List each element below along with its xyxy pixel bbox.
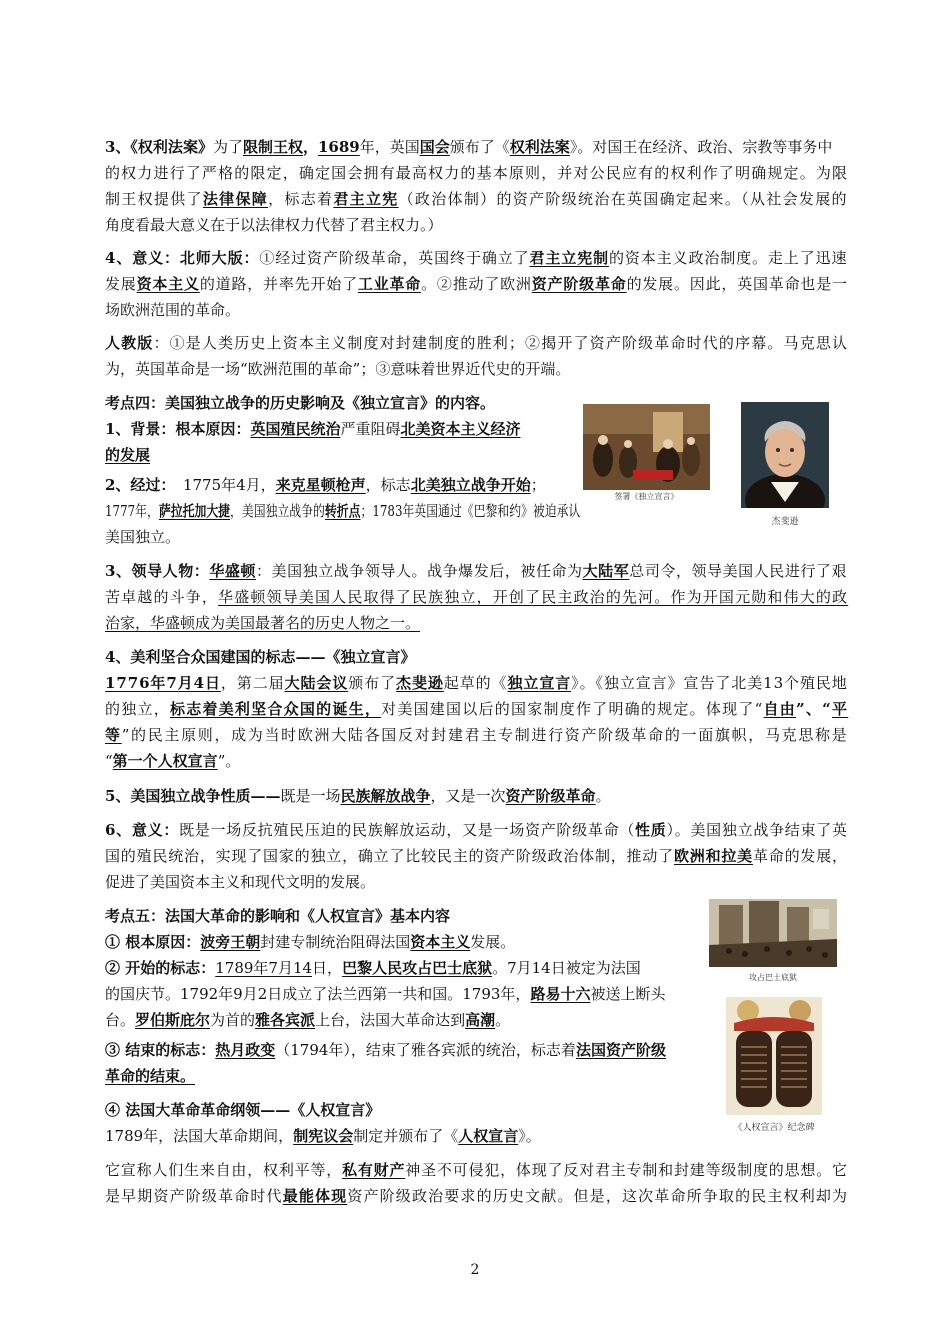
text-run: 为首的	[210, 1011, 256, 1029]
text-run: 国会	[419, 138, 450, 156]
text-run: “	[105, 752, 113, 770]
text-run: 苦卓越的斗争，	[105, 588, 219, 606]
bastille-image	[709, 899, 837, 967]
jefferson-caption: 杰斐逊	[771, 517, 799, 527]
text-run: 发展。	[470, 933, 516, 951]
text-run: 》。对国王在经济、政治、宗教等事务中	[569, 138, 833, 156]
text-run: 。	[595, 787, 611, 805]
text-run: 发展	[105, 275, 137, 293]
text-run: 1777年，	[105, 502, 159, 520]
text-run: 年，英国	[359, 138, 420, 156]
text-run: 为了	[212, 138, 243, 156]
text-run: 巴黎人民攻占巴士底狱	[342, 959, 493, 977]
text-run: 上台，法国大革命达到	[315, 1011, 466, 1029]
text-line	[105, 245, 847, 271]
text-run: 》。	[518, 1127, 541, 1145]
text-line	[105, 558, 847, 584]
text-run: 考点五：法国大革命的影响和《人权宣言》基本内容	[105, 907, 451, 925]
text-run: 路易十六	[530, 985, 591, 1003]
text-run: 颁布了	[348, 674, 397, 692]
text-run: 性质	[635, 821, 667, 839]
text-run: ：①是人类历史上资本主义制度对封建制度的胜利；②揭开了资产阶级革命时代的序幕。马克思认	[153, 334, 849, 352]
text-run: 欧洲和拉美	[673, 847, 753, 865]
text-run: 民族解放战争	[340, 787, 431, 805]
text-run: 既是一场	[280, 787, 341, 805]
text-run: 革命的发展，	[753, 847, 848, 865]
text-run: 的资本主义政治制度。走上了迅速	[608, 249, 848, 267]
text-run: 最能体现	[282, 1187, 348, 1205]
text-line	[105, 160, 848, 186]
text-run: 标志着美利坚合众国的诞生，	[169, 700, 382, 718]
text-line	[105, 722, 848, 748]
text-run: 2、经过：	[105, 476, 168, 494]
text-line	[105, 271, 848, 297]
text-line	[105, 297, 240, 323]
text-run: 制王权提供了	[105, 190, 203, 208]
text-run: 是早期资产阶级革命时代	[105, 1187, 283, 1205]
text-line	[105, 584, 848, 610]
text-run: 的发展	[105, 446, 151, 464]
text-run: ① 根本原因：	[105, 933, 201, 951]
text-run: ）。美国独立战争结束了英	[666, 821, 848, 839]
text-run: 。	[495, 1011, 511, 1029]
text-run: 资产阶级革命	[531, 275, 627, 293]
text-line	[105, 442, 150, 468]
text-run: 罗伯斯庇尔	[135, 1011, 211, 1029]
text-run: 华盛顿	[209, 562, 256, 580]
text-line	[105, 390, 495, 416]
text-run: 的道路，并率先开始了	[199, 275, 358, 293]
text-run: 1、背景：根本原因：	[105, 420, 251, 438]
text-run: 台。	[105, 1011, 136, 1029]
text-run: ④ 法国大革命革命纲领——《人权宣言》	[105, 1101, 381, 1119]
text-run: 君主立宪	[333, 190, 399, 208]
text-line	[105, 472, 546, 498]
text-run: ，又是一次	[430, 787, 506, 805]
text-run: 5、美国独立战争性质——	[105, 787, 281, 805]
text-run: 4、美利坚合众国建国的标志——《独立宣言》	[105, 648, 416, 666]
text-line	[105, 955, 641, 981]
text-run: 国的殖民统治，实现了国家的独立，确立了比较民主的资产阶级政治体制，推动了	[105, 847, 674, 865]
text-run: 权利法案	[509, 138, 570, 156]
rights-declaration-monument-image	[726, 997, 822, 1115]
text-run: 场欧洲范围的革命。	[105, 301, 241, 319]
text-line	[105, 1123, 541, 1149]
text-line	[105, 416, 521, 442]
text-run: ；1783年英国通过《巴黎和约》被迫承认	[360, 502, 581, 520]
text-run: 法国资产阶级	[575, 1041, 666, 1059]
text-run: 》。《独立宣言》宣告了北美13个殖民地	[571, 674, 848, 692]
text-run: （1794年），结束了雅各宾派的统治，标志着	[275, 1041, 576, 1059]
text-run: 制宪议会	[293, 1127, 354, 1145]
text-run: 既是一场反抗殖民压迫的民族解放运动，又是一场资产阶级革命（	[179, 821, 636, 839]
text-run: 来克星顿枪声	[275, 476, 366, 494]
text-run: 大陆军	[582, 562, 630, 580]
text-run: 神圣不可侵犯，体现了反对君主专制和封建等级制度的思想。它	[405, 1161, 848, 1179]
text-run: 制定并颁布了《	[353, 1127, 459, 1145]
text-run: 革命的结束。	[105, 1067, 196, 1085]
text-run: 角度看最大意义在于以法律权力代替了君主权力。）	[105, 216, 443, 234]
text-run: 起草的《	[443, 674, 508, 692]
rights-declaration-monument-caption: 《人权宣言》纪念碑	[733, 1123, 815, 1133]
text-run: 促进了美国资本主义和现代文明的发展。	[105, 873, 376, 891]
text-run: 私有财产	[342, 1161, 406, 1179]
text-run: ：美国独立战争领导人。战争爆发后，被任命为	[255, 562, 583, 580]
text-run: 6、意义：	[105, 821, 180, 839]
declaration-signing-image	[583, 404, 710, 490]
text-run: 限制王权	[242, 138, 303, 156]
text-run: 被送上断头	[590, 985, 666, 1003]
text-run: 高潮	[465, 1011, 496, 1029]
text-run: 北美资本主义经济	[400, 420, 521, 438]
text-run: 雅各宾派	[255, 1011, 316, 1029]
page-number: 2	[470, 1262, 480, 1278]
text-run: 4、意义：北师大版：	[105, 249, 260, 267]
bastille-caption: 攻占巴士底狱	[749, 973, 797, 982]
text-run: 1776年7月4日	[105, 674, 221, 692]
text-run: 第一个人权宣言	[112, 752, 218, 770]
text-run: 人权宣言	[458, 1127, 519, 1145]
text-run: 英国殖民统治	[250, 420, 341, 438]
text-run: 。7月14日被定为法国	[492, 959, 641, 977]
text-run: 的独立，	[105, 700, 170, 718]
text-run: 严重阻碍	[340, 420, 401, 438]
text-run: ”、“	[796, 700, 832, 718]
text-run: 考点四：美国独立战争的历史影响及《独立宣言》的内容。	[105, 394, 496, 412]
text-run: 的国庆节。1792年9月2日成立了法兰西第一共和国。1793年，	[105, 985, 531, 1003]
text-run: 1689	[318, 138, 360, 156]
text-line	[105, 134, 832, 160]
text-run: ② 开始的标志：	[105, 959, 216, 977]
text-line	[105, 524, 180, 550]
text-run: 1789年7月14	[215, 959, 313, 977]
text-run: 总司令，领导美国人民进行了艰	[629, 562, 848, 580]
text-run: ①经过资产阶级革命，英国终于确立了	[259, 249, 530, 267]
text-run: 1775年4月，	[167, 476, 276, 494]
text-run: 资产阶级政治要求的历史文献。但是，这次革命所争取的民主权利却为	[347, 1187, 849, 1205]
text-run: ，标志着	[268, 190, 334, 208]
text-line	[105, 1007, 510, 1033]
text-run: 杰斐逊	[396, 674, 444, 692]
text-run: 自由	[763, 700, 796, 718]
text-run: 转折点	[324, 502, 361, 520]
text-line	[105, 356, 570, 382]
text-run: 大陆会议	[284, 674, 349, 692]
text-line	[105, 869, 375, 895]
text-run: 华盛顿领导美国人民取得了民族独立，开创了民主政治的先河。作为开国元勋和伟大的政	[218, 588, 849, 606]
text-run: 资产阶级革命	[505, 787, 596, 805]
text-run: 波旁王朝	[200, 933, 261, 951]
text-run: 的权力进行了严格的限定，确定国会拥有最高权力的基本原则，并对公民应有的权利作了明确规定。为限	[105, 164, 849, 182]
text-line	[105, 498, 580, 524]
text-line	[105, 1037, 666, 1063]
text-run: 。②推动了欧洲	[421, 275, 532, 293]
text-run: ，标志	[365, 476, 411, 494]
text-run: 为，英国革命是一场“欧洲范围的革命”；③意味着世界近代史的开端。	[105, 360, 571, 378]
text-line	[105, 1183, 848, 1209]
text-run: ”。	[217, 752, 241, 770]
text-run: 3、领导人物：	[105, 562, 210, 580]
text-line	[105, 748, 240, 774]
text-run: （政治体制）的资产阶级统治在英国确定起来。（从社会发展的	[398, 190, 848, 208]
text-run: 1789年，法国大革命期间，	[105, 1127, 294, 1145]
text-line	[105, 783, 611, 809]
text-run: ，	[302, 138, 318, 156]
text-run: 颁布了《	[449, 138, 510, 156]
jefferson-portrait	[741, 402, 829, 508]
text-run: ③ 结束的标志：	[105, 1041, 216, 1059]
text-run: 平	[831, 700, 849, 718]
text-line	[105, 1097, 380, 1123]
text-line	[105, 186, 848, 212]
text-line	[105, 843, 848, 869]
text-run: 美国独立。	[105, 528, 181, 546]
text-run: 日，	[312, 959, 343, 977]
text-run: ，美国独立战争的	[230, 502, 325, 520]
text-line	[105, 981, 665, 1007]
text-run: 萨拉托加大捷	[158, 502, 231, 520]
text-run: 封建专制统治阻碍法国	[260, 933, 411, 951]
text-line	[105, 817, 848, 843]
text-run: ”的民主原则，成为当时欧洲大陆各国反对封建君主专制进行资产阶级革命的一面旗帜，马克思称是	[121, 726, 849, 744]
text-run: ；	[530, 476, 546, 494]
text-run: 的发展。因此，英国革命也是一	[626, 275, 848, 293]
text-run: 等	[105, 726, 122, 744]
text-run: 北美独立战争开始	[410, 476, 531, 494]
text-run: 它宣称人们生来自由，权利平等，	[105, 1161, 343, 1179]
text-line	[105, 670, 848, 696]
text-line	[105, 696, 848, 722]
text-run: 人教版	[105, 334, 154, 352]
declaration-signing-caption: 签署《独立宣言》	[614, 492, 679, 501]
text-line	[105, 212, 443, 238]
text-run: 治家，华盛顿成为美国最著名的历史人物之一。	[105, 614, 421, 632]
text-line	[105, 1063, 195, 1089]
text-line	[105, 929, 515, 955]
text-line	[105, 644, 415, 670]
text-run: 独立宣言	[507, 674, 572, 692]
text-line	[105, 903, 450, 929]
text-line	[105, 330, 848, 356]
text-run: 法律保障	[202, 190, 269, 208]
text-run: ，第二届	[220, 674, 285, 692]
text-run: 君主立宪制	[529, 249, 609, 267]
text-run: 热月政变	[215, 1041, 276, 1059]
text-line	[105, 610, 420, 636]
text-run: 3、《权利法案》	[105, 138, 213, 156]
text-run: 工业革命	[357, 275, 422, 293]
text-run: 对美国建国以后的国家制度作了明确的规定。体现了“	[381, 700, 764, 718]
text-run: 资本主义	[410, 933, 471, 951]
text-run: 资本主义	[136, 275, 200, 293]
text-line	[105, 1157, 848, 1183]
